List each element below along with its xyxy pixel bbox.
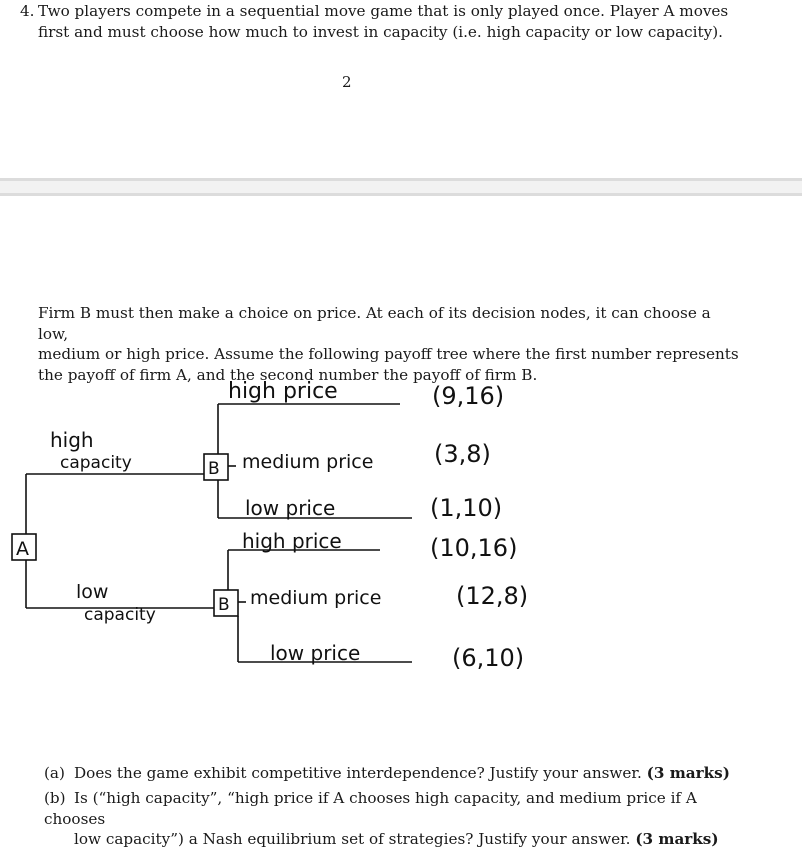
question-a-marks: (3 marks) bbox=[646, 764, 730, 782]
question-b-text-1: Is (“high capacity”, “high price if A chooses high capacity, and medium price if A chooses bbox=[44, 789, 697, 828]
question-intro bbox=[20, 1, 743, 42]
question-a-text: Does the game exhibit competitive interdependence? Justify your answer. bbox=[74, 764, 642, 782]
question-b bbox=[44, 788, 744, 850]
para2-line-3: the payoff of firm A, and the second number the payoff of firm B. bbox=[38, 365, 538, 384]
leaf-4-action: high price bbox=[242, 529, 342, 553]
root-node-label: A bbox=[16, 538, 29, 560]
leaf-2-payoff: (3,8) bbox=[434, 440, 491, 468]
question-b-label: (b) bbox=[44, 789, 66, 807]
page-number: 2 bbox=[342, 73, 352, 91]
leaf-3-payoff: (1,10) bbox=[430, 494, 503, 522]
leaf-5-payoff: (12,8) bbox=[456, 582, 529, 610]
question-a bbox=[44, 763, 744, 784]
leaf-6-action: low price bbox=[270, 641, 361, 665]
intro-line-1: Two players compete in a sequential move game that is only played once. Player A moves bbox=[38, 2, 729, 20]
page-divider bbox=[0, 178, 802, 196]
question-a-label: (a) bbox=[44, 764, 65, 782]
question-b-marks: (3 marks) bbox=[635, 830, 719, 848]
branch-high-label-2: capacity bbox=[60, 453, 132, 473]
leaf-2-action: medium price bbox=[242, 451, 374, 473]
question-number: 4. bbox=[20, 2, 35, 20]
leaf-6-payoff: (6,10) bbox=[452, 644, 525, 672]
para2-line-1: Firm B must then make a choice on price. At each of its decision nodes, it can choose a low, bbox=[38, 304, 711, 343]
leaf-5-action: medium price bbox=[250, 587, 382, 609]
payoff-tree bbox=[0, 370, 802, 690]
leaf-3-action: low price bbox=[245, 496, 336, 520]
b-node-top-label: B bbox=[208, 459, 220, 479]
leaf-4-payoff: (10,16) bbox=[430, 534, 518, 562]
intro-line-2: first and must choose how much to invest in capacity (i.e. high capacity or low capacity). bbox=[38, 22, 723, 41]
b-node-bottom-label: B bbox=[218, 595, 230, 615]
leaf-1-action: high price bbox=[228, 379, 338, 404]
branch-low-label-2: capacity bbox=[84, 605, 156, 625]
para2-line-2: medium or high price. Assume the following payoff tree where the first number represents bbox=[38, 345, 739, 363]
leaf-1-payoff: (9,16) bbox=[432, 382, 505, 410]
branch-high-label-1: high bbox=[50, 428, 94, 452]
branch-low-label-1: low bbox=[76, 581, 109, 603]
question-b-text-2: low capacity”) a Nash equilibrium set of strategies? Justify your answer. bbox=[74, 830, 631, 848]
